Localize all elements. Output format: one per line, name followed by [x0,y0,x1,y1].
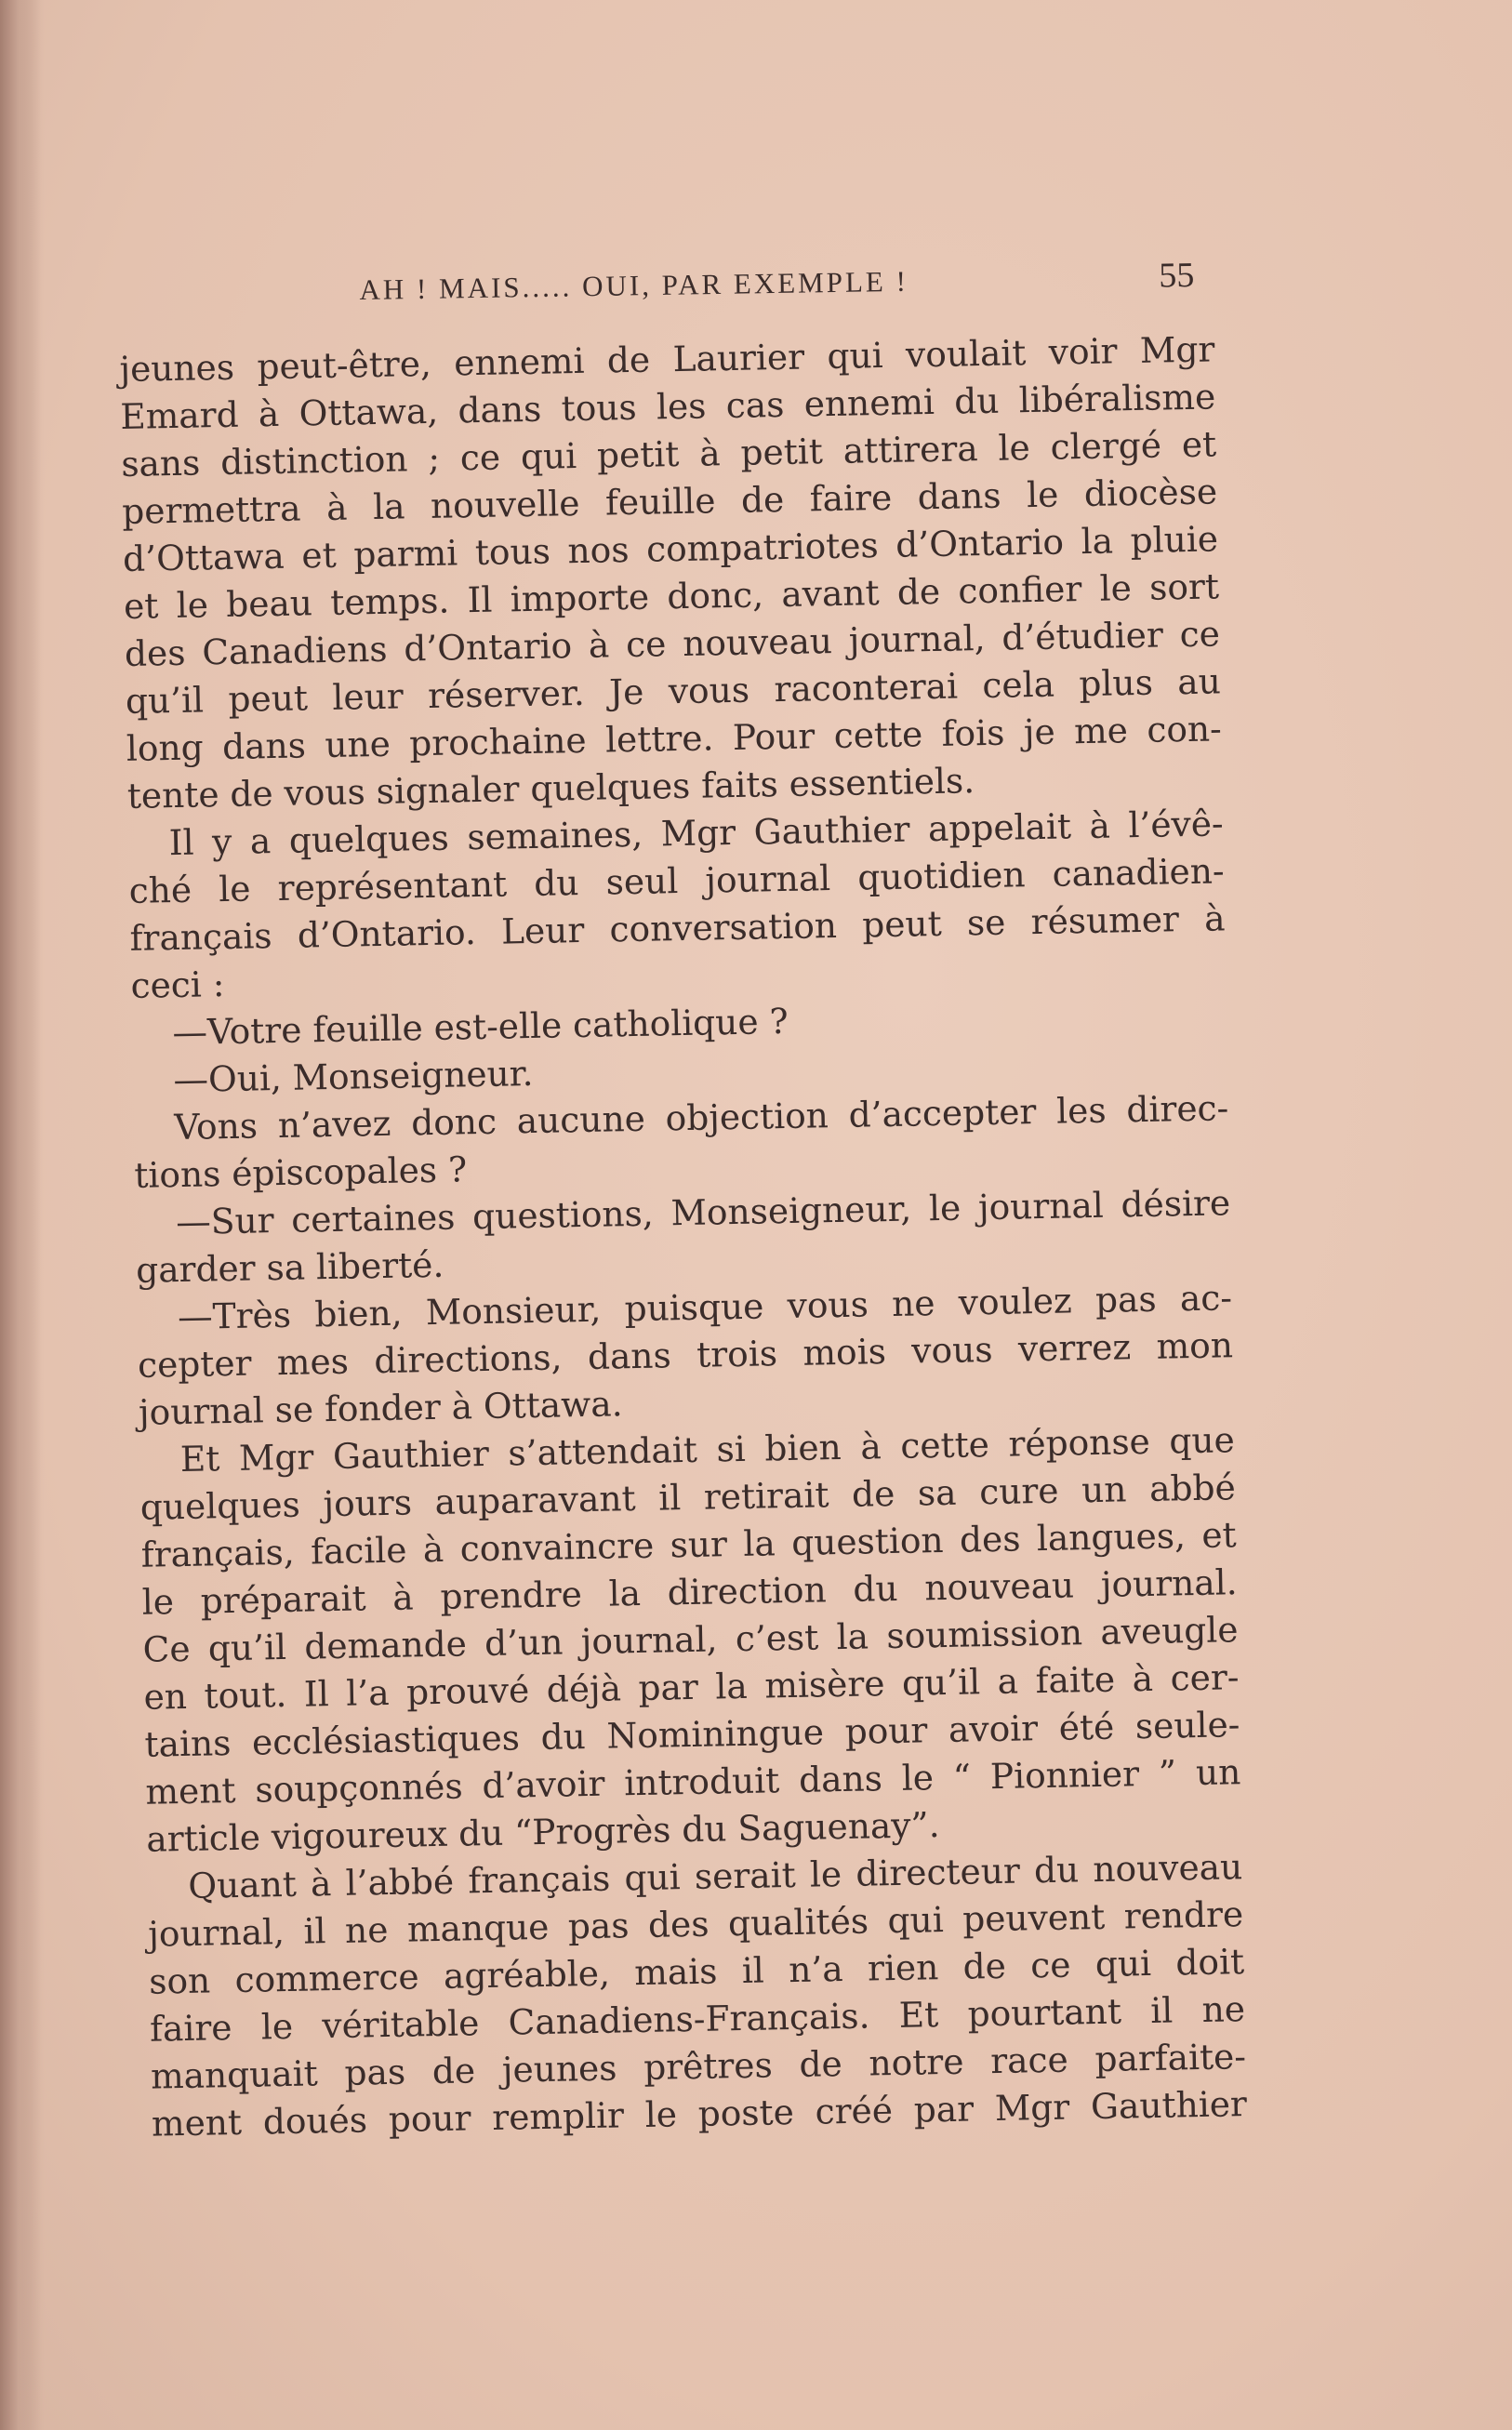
text-line: tains ecclésiastiques du Nominingue pour avoir été seule- [144,1704,1240,1765]
text-line: article vigoureux du “Progrès du Saguenay”. [146,1804,940,1860]
text-line: Et Mgr Gauthier s’attendait si bien à cette réponse que [179,1419,1236,1480]
text-line: Il y a quelques semaines, Mgr Gauthier appelait à l’évê- [168,803,1225,864]
text-line: cepter mes directions, dans trois mois vous verrez mon [137,1324,1234,1386]
text-line: —Sur certaines questions, Monseigneur, le journal désire [175,1182,1231,1243]
text-line: manquait pas de jeunes prêtres de notre race parfaite- [150,2036,1247,2097]
text-line: des Canadiens d’Ontario à ce nouveau journal, d’étudier ce [124,613,1221,674]
text-line: journal, il ne manque pas des qualités qui peuvent rendre [147,1893,1244,1955]
page-number: 55 [1159,255,1195,296]
text-line: garder sa liberté. [135,1243,444,1291]
text-line: Vons n’avez donc aucune objection d’accepter les direc- [174,1087,1229,1149]
text-line: journal se fonder à Ottawa. [138,1383,623,1433]
text-line: permettra à la nouvelle feuille de faire dans le diocèse [121,471,1218,532]
text-line: faire le véritable Canadiens-Français. Et pourtant il ne [149,1988,1246,2050]
text-line: jeunes peut-être, ennemi de Laurier qui voulait voir Mgr [119,328,1215,390]
text-line: français, facile à convaincre sur la question des langues, et [140,1514,1238,1575]
body-text [119,325,1247,2147]
text-line: d’Ottawa et parmi tous nos compatriotes d’Ontario la pluie [122,518,1219,579]
text-line: en tout. Il l’a prouvé déjà par la misère qu’il a faite à cer- [143,1656,1240,1718]
text-line: français d’Ontario. Leur conversation peut se résumer à [129,897,1226,959]
text-line: tente de vous signaler quelques faits essentiels. [126,760,975,817]
text-line: —Très bien, Monsieur, puisque vous ne voulez pas ac- [177,1277,1233,1338]
text-line: et le beau temps. Il importe donc, avant de confier le sort [123,565,1220,627]
text-line: Emard à Ottawa, dans tous les cas ennemi du libéralisme [119,376,1216,437]
text-line: le préparait à prendre la direction du nouveau journal. [141,1561,1238,1623]
text-line: —Oui, Monseigneur. [173,1052,534,1101]
text-line: quelques jours auparavant il retirait de sa cure un abbé [139,1467,1237,1528]
text-line: Ce qu’il demande d’un journal, c’est la soumission aveugle [142,1609,1239,1670]
text-line: qu’il peut leur réserver. Je vous raconterai cela plus au [125,660,1222,722]
text-line: son commerce agréable, mais il n’a rien de ce qui doit [148,1941,1245,2002]
text-line: ment soupçonnés d’avoir introduit dans le “ Pionnier ” un [145,1751,1241,1813]
running-title: AH ! MAIS..... OUI, PAR EXEMPLE ! [359,264,909,306]
text-line: ceci : [130,963,225,1006]
running-head [359,246,1271,316]
text-line: ché le représentant du seul journal quotidien canadien- [128,850,1225,911]
text-line: Quant à l’abbé français qui serait le directeur du nouveau [187,1846,1243,1906]
text-line: ment doués pour remplir le poste créé par Mgr Gauthier [151,2083,1248,2145]
text-line: sans distinction ; ce qui petit à petit attirera le clergé et [120,423,1217,485]
text-line: —Votre feuille est-elle catholique ? [172,1000,789,1054]
text-line: tions épiscopales ? [133,1149,468,1196]
book-spine-shadow [0,0,41,2430]
text-line: long dans une prochaine lettre. Pour cette fois je me con- [126,708,1223,769]
